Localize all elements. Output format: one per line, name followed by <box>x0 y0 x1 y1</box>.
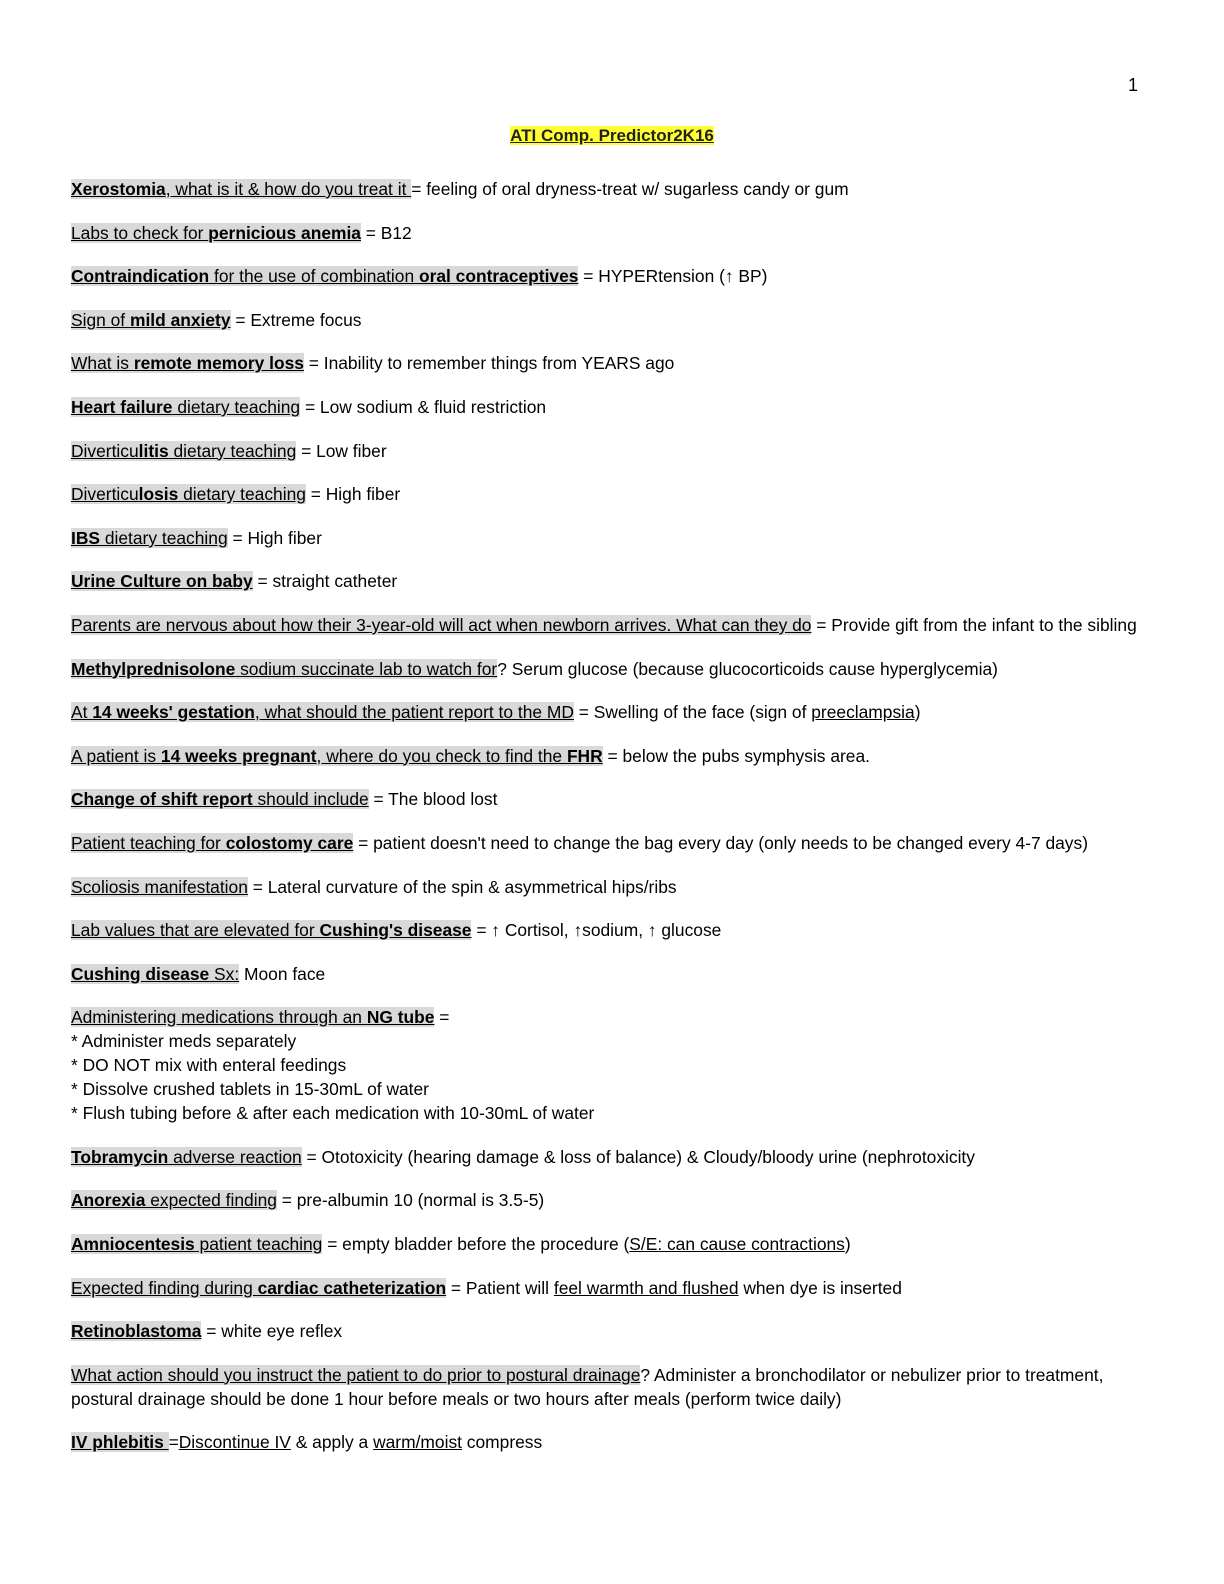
note-question <box>71 1147 302 1167</box>
note-answer: Moon face <box>239 963 326 984</box>
question-text: Labs to check for <box>71 222 209 243</box>
note-answer: when dye is inserted <box>738 1277 902 1298</box>
question-text: Scoliosis manifestation <box>71 876 248 897</box>
question-text: dietary teaching <box>172 396 301 417</box>
question-keyword: IV phlebitis <box>71 1432 169 1453</box>
note-entry <box>71 482 1151 506</box>
note-question <box>71 1432 169 1452</box>
note-question <box>71 484 306 504</box>
note-answer: = Low fiber <box>296 440 387 461</box>
question-keyword: NG tube <box>366 1007 435 1028</box>
note-answer: = Low sodium & fluid restriction <box>300 396 547 417</box>
note-answer: ) <box>914 702 921 723</box>
note-entry <box>71 351 1151 375</box>
note-question <box>71 1365 640 1385</box>
note-answer: = feeling of oral dryness-treat w/ sugarless candy or gum <box>411 179 849 199</box>
question-text: Parents are nervous about how their 3-year-old will act when newborn arrives. What can they do <box>71 614 812 635</box>
question-keyword: Methylprednisolone <box>71 658 236 679</box>
question-keyword: Retinoblastoma <box>71 1321 202 1342</box>
note-answer: = Ototoxicity (hearing damage & loss of balance) & Cloudy/bloody urine (nephrotoxicity <box>301 1146 975 1167</box>
note-question <box>71 1007 434 1027</box>
question-keyword: FHR <box>566 745 603 766</box>
question-text: A patient is <box>71 745 161 766</box>
note-question <box>71 397 300 417</box>
note-entry <box>71 1430 1151 1454</box>
note-question <box>71 920 471 940</box>
question-keyword: Heart failure <box>71 396 173 417</box>
question-text: sodium succinate lab to watch for <box>235 658 498 679</box>
note-entry <box>71 177 1151 201</box>
note-entry <box>71 787 1151 811</box>
note-question <box>71 179 411 199</box>
answer-underlined: Discontinue IV <box>178 1432 291 1453</box>
note-entry <box>71 395 1151 419</box>
note-answer: = pre-albumin 10 (normal is 3.5-5) <box>276 1190 545 1211</box>
note-entry <box>71 1145 1151 1169</box>
note-answer: = HYPERtension (↑ BP) <box>578 266 768 287</box>
page-number: 1 <box>1128 75 1139 95</box>
note-answer: = white eye reflex <box>201 1321 343 1342</box>
question-keyword: Anorexia <box>71 1190 146 1211</box>
question-text: Diverticu <box>71 484 139 505</box>
note-entry <box>71 831 1151 855</box>
note-answer: = patient doesn't need to change the bag every day (only needs to be changed every 4-7 days) <box>353 832 1088 853</box>
note-question <box>71 223 361 243</box>
note-answer: = Swelling of the face (sign of <box>573 702 812 723</box>
note-question <box>71 615 811 635</box>
note-entry <box>71 308 1151 332</box>
note-question <box>71 964 239 984</box>
question-text: , where do you check to find the <box>316 745 567 766</box>
note-answer: = High fiber <box>305 484 401 505</box>
question-text: adverse reaction <box>168 1146 302 1167</box>
note-question <box>71 659 497 679</box>
note-answer: = ↑ Cortisol, ↑sodium, ↑ glucose <box>471 920 722 941</box>
answer-underlined: feel warmth and flushed <box>553 1277 739 1298</box>
question-keyword: Contraindication <box>71 266 210 287</box>
question-keyword: Cushing disease <box>71 963 210 984</box>
question-keyword: litis <box>138 440 169 461</box>
question-keyword: IBS <box>71 527 100 548</box>
note-answer: & apply a <box>290 1432 374 1453</box>
note-answer: = Extreme focus <box>230 309 362 330</box>
note-answer: = High fiber <box>227 527 322 548</box>
question-keyword: colostomy care <box>225 832 354 853</box>
note-entry <box>71 264 1151 288</box>
question-text: dietary teaching <box>178 484 306 505</box>
question-keyword: Change of shift report <box>71 789 253 810</box>
question-keyword: 14 weeks' gestation <box>92 702 255 723</box>
note-entry <box>71 744 1151 768</box>
question-keyword: mild anxiety <box>129 309 231 330</box>
question-text: patient teaching <box>194 1234 323 1255</box>
note-entry <box>71 569 1151 593</box>
note-answer: = <box>434 1007 450 1028</box>
bullet-item: * Administer meds separately <box>71 1031 297 1052</box>
note-entry <box>71 221 1151 245</box>
answer-underlined: warm/moist <box>373 1432 462 1453</box>
question-text: Sx: <box>209 963 240 984</box>
note-answer: = straight catheter <box>252 571 398 592</box>
note-question <box>71 789 369 809</box>
question-keyword: remote memory loss <box>133 353 304 374</box>
note-answer: = <box>168 1432 179 1453</box>
note-entry <box>71 1276 1151 1300</box>
note-entry <box>71 1363 1151 1411</box>
question-text: expected finding <box>145 1190 277 1211</box>
note-question <box>71 746 603 766</box>
note-question <box>71 702 574 722</box>
note-question <box>71 310 231 330</box>
question-keyword: Amniocentesis <box>71 1234 195 1255</box>
note-answer: ? Administer a bronchodilator or nebulizer prior to treatment, postural drainage should be done 1 hour before meals or two hours after meals (perform twice daily) <box>71 1364 1104 1409</box>
note-question <box>71 266 578 286</box>
note-answer: compress <box>461 1432 543 1453</box>
question-keyword: losis <box>138 484 179 505</box>
note-entry <box>71 1188 1151 1212</box>
note-entry <box>71 439 1151 463</box>
study-notes-list <box>71 177 1151 1474</box>
question-text: What is <box>71 353 134 374</box>
note-question <box>71 877 248 897</box>
question-text: , what is it & how do you treat it <box>165 179 412 199</box>
note-question <box>71 441 296 461</box>
note-entry <box>71 526 1151 550</box>
note-entry <box>71 962 1151 986</box>
question-text: Patient teaching for <box>71 832 226 853</box>
note-answer: ? Serum glucose (because glucocorticoids cause hyperglycemia) <box>497 658 998 679</box>
question-keyword: pernicious anemia <box>208 222 361 243</box>
bullet-item: * DO NOT mix with enteral feedings <box>71 1055 347 1076</box>
question-text: At <box>71 702 93 723</box>
note-entry <box>71 1232 1151 1256</box>
note-entry <box>71 657 1151 681</box>
note-answer: = Lateral curvature of the spin & asymmetrical hips/ribs <box>247 876 677 897</box>
note-entry <box>71 613 1151 637</box>
question-text: Diverticu <box>71 440 139 461</box>
question-text: for the use of combination <box>209 266 419 287</box>
note-question <box>71 833 353 853</box>
bullet-item: * Flush tubing before & after each medication with 10-30mL of water <box>71 1103 595 1124</box>
question-keyword: oral contraceptives <box>418 266 579 287</box>
note-question <box>71 353 304 373</box>
question-text: , what should the patient report to the MD <box>254 702 574 723</box>
note-entry <box>71 700 1151 724</box>
note-question <box>71 571 253 591</box>
note-answer: = below the pubs symphysis area. <box>602 745 870 766</box>
bullet-item: * Dissolve crushed tablets in 15-30mL of water <box>71 1079 429 1100</box>
note-entry <box>71 1005 1151 1125</box>
question-text: Administering medications through an <box>71 1007 367 1028</box>
question-text: dietary teaching <box>100 527 228 548</box>
note-answer: = Provide gift from the infant to the sibling <box>811 614 1137 635</box>
question-keyword: Tobramycin <box>71 1146 169 1167</box>
question-text: Sign of <box>71 309 130 330</box>
document-title: ATI Comp. Predictor2K16 <box>510 126 714 145</box>
question-text: Lab values that are elevated for <box>71 920 320 941</box>
note-question <box>71 1234 322 1254</box>
question-keyword: Urine Culture on baby <box>71 571 253 592</box>
question-keyword: 14 weeks pregnant <box>160 745 317 766</box>
note-answer: ) <box>844 1234 851 1255</box>
question-keyword: Cushing's disease <box>319 920 472 941</box>
note-entry <box>71 875 1151 899</box>
note-answer: = The blood lost <box>368 789 498 810</box>
note-answer: = B12 <box>360 222 412 243</box>
note-question <box>71 1278 446 1298</box>
note-entry <box>71 918 1151 942</box>
note-entry <box>71 1319 1151 1343</box>
note-answer: = Patient will <box>446 1277 554 1298</box>
question-keyword: cardiac catheterization <box>257 1277 447 1298</box>
answer-underlined: preeclampsia <box>811 702 915 723</box>
question-text: should include <box>252 789 369 810</box>
question-text: Expected finding during <box>71 1277 258 1298</box>
question-text: What action should you instruct the patient to do prior to postural drainage <box>71 1364 641 1385</box>
question-text: dietary teaching <box>168 440 297 461</box>
note-question <box>71 1190 277 1210</box>
answer-underlined: S/E: can cause contractions <box>629 1234 845 1255</box>
note-answer: = empty bladder before the procedure ( <box>322 1234 630 1255</box>
note-question <box>71 528 228 548</box>
note-question <box>71 1321 201 1341</box>
note-answer: = Inability to remember things from YEARS ago <box>303 353 675 374</box>
question-keyword: Xerostomia <box>71 179 166 199</box>
